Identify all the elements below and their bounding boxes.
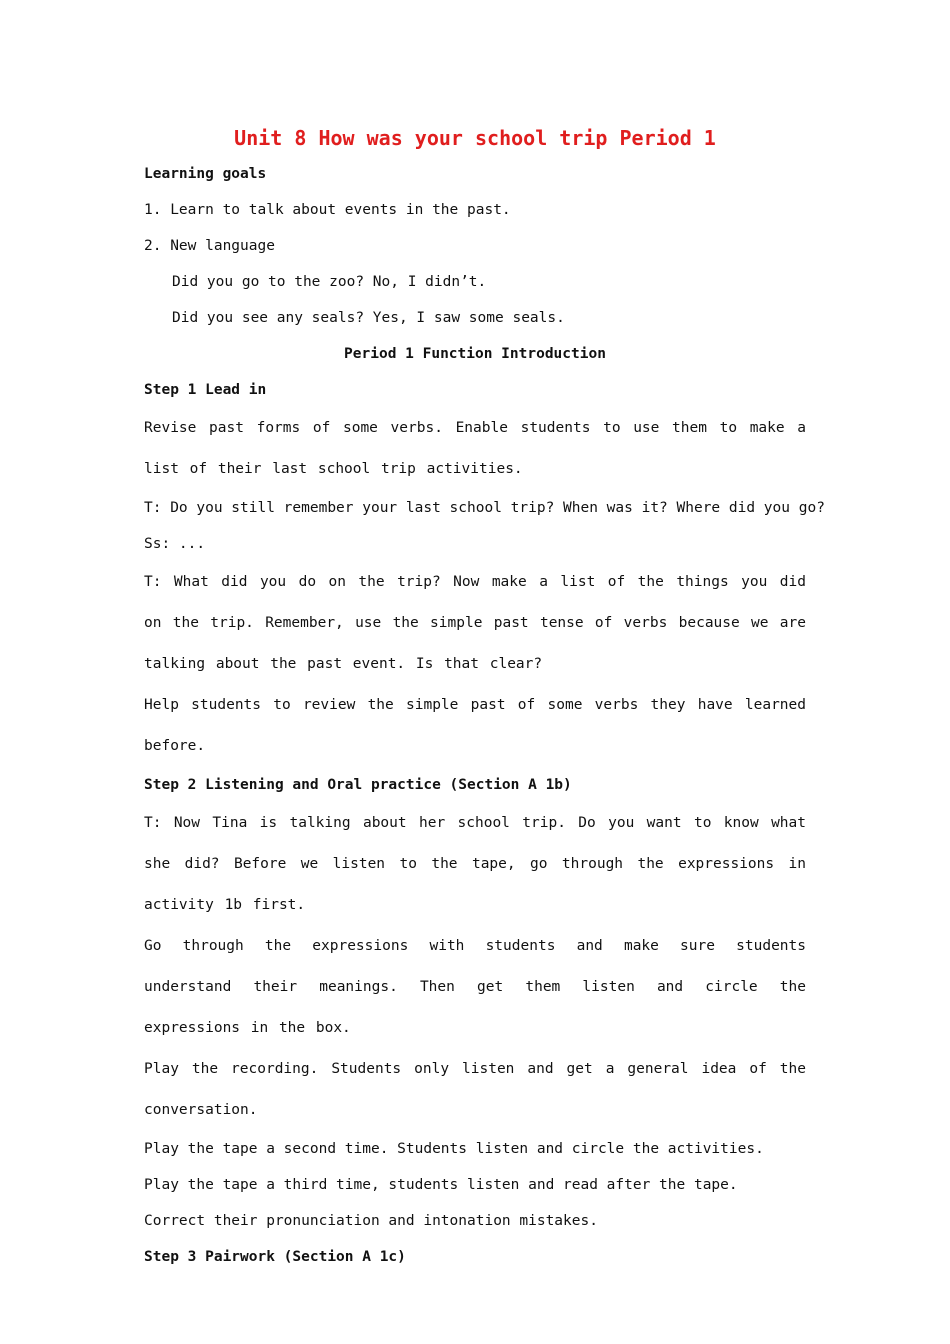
step2-paragraph-4: Play the tape a third time, students listen and read after the tape.: [144, 1177, 738, 1193]
goal-item-2: 2. New language: [144, 238, 275, 254]
step2-heading: Step 2 Listening and Oral practice (Section A 1b): [144, 777, 572, 793]
step3-heading: Step 3 Pairwork (Section A 1c): [144, 1249, 406, 1265]
step1-teacher-line-1: T: Do you still remember your last school trip? When was it? Where did you go?: [144, 500, 825, 516]
step1-paragraph-1: Revise past forms of some verbs. Enable students to use them to make a list of their last school trip activities.: [144, 420, 806, 477]
step2-paragraph-1: Go through the expressions with students and make sure students understand their meanings. Then get them listen and circle the expressions in the box.: [144, 938, 806, 1036]
step1-heading: Step 1 Lead in: [144, 382, 267, 398]
goal-item-1: 1. Learn to talk about events in the past.: [144, 202, 511, 218]
document-page: [144, 120, 825, 1275]
step1-students-line: Ss: ...: [144, 536, 206, 552]
step1-paragraph-2: Help students to review the simple past of some verbs they have learned before.: [144, 697, 806, 754]
learning-goals-heading: Learning goals: [144, 166, 267, 182]
step2-teacher-line: T: Now Tina is talking about her school trip. Do you want to know what she did? Before we listen to the tape, go through the expressions in activity 1b first.: [144, 815, 806, 913]
step1-teacher-line-2: T: What did you do on the trip? Now make a list of the things you did on the trip. Remember, use the simple past tense of verbs because we are talking about the past event. Is that clear?: [144, 574, 806, 672]
period-heading: Period 1 Function Introduction: [344, 346, 606, 362]
example-sentence-1: Did you go to the zoo? No, I didn’t.: [172, 274, 487, 290]
example-sentence-2: Did you see any seals? Yes, I saw some seals.: [172, 310, 565, 326]
step2-paragraph-5: Correct their pronunciation and intonation mistakes.: [144, 1213, 598, 1229]
step2-paragraph-3: Play the tape a second time. Students listen and circle the activities.: [144, 1141, 764, 1157]
document-title: Unit 8 How was your school trip Period 1: [234, 126, 716, 150]
step2-paragraph-2: Play the recording. Students only listen and get a general idea of the conversation.: [144, 1061, 806, 1118]
